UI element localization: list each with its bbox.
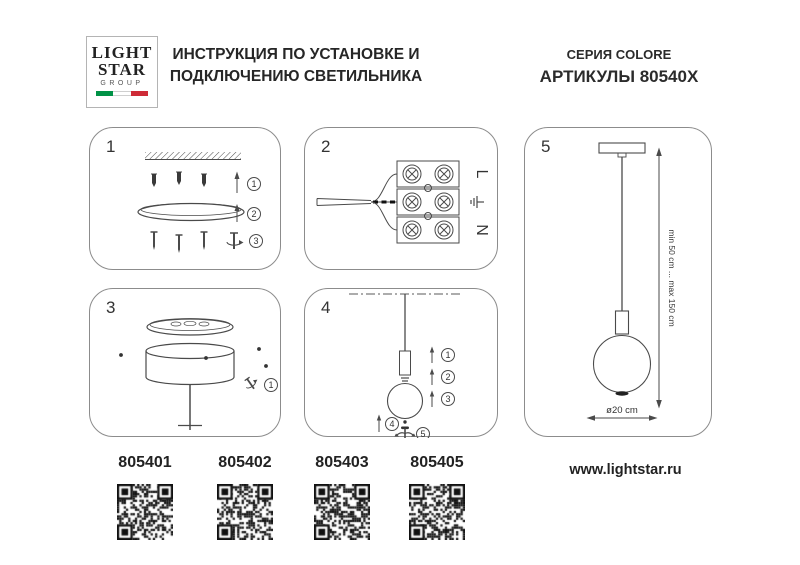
qr-code (314, 484, 370, 540)
step-3-num: 3 (253, 236, 259, 247)
canopy-icon (599, 143, 645, 157)
series-label: СЕРИЯ COLORE (566, 47, 672, 62)
ground-symbol (471, 196, 484, 208)
panel-2-number: 2 (321, 137, 331, 156)
small-parts-icons (377, 415, 409, 433)
step-1-num: 1 (251, 179, 257, 190)
glass-sphere-icon (594, 336, 651, 393)
diameter-dimension-label: ø20 cm (606, 405, 638, 416)
qr-code (217, 484, 273, 540)
title-line-2: ПОДКЛЮЧЕНИЮ СВЕТИЛЬНИКА (169, 68, 423, 85)
step-1-arrow (235, 172, 261, 194)
step-1-num: 1 (268, 380, 274, 391)
step-4-num: 4 (389, 419, 395, 430)
article-code-3: 805403 (315, 454, 369, 471)
step-2-num: 2 (445, 372, 451, 383)
step-1-marker (265, 379, 278, 392)
title-line-1: ИНСТРУКЦИЯ ПО УСТАНОВКЕ И (172, 46, 420, 63)
panel-step-4 (304, 288, 498, 437)
terminal-label-n: N (473, 224, 490, 236)
logo-word-star: STAR (97, 60, 147, 79)
rod-icon (178, 385, 202, 430)
panel-5-diagram (525, 128, 713, 438)
series-header (523, 47, 715, 87)
panel-5-number: 5 (541, 137, 551, 156)
panel-1-number: 1 (106, 137, 116, 156)
cable-icon (317, 174, 397, 230)
screw-rotate-icon (243, 374, 261, 392)
article-code-1: 805401 (118, 454, 172, 471)
italian-flag-stripe (96, 91, 148, 96)
panel-4-diagram (305, 289, 499, 438)
sphere-cap (616, 391, 629, 395)
terminal-label-l: L (473, 169, 490, 179)
panel-1-diagram (90, 128, 282, 271)
page-title (146, 44, 446, 88)
panel-2-diagram (305, 128, 499, 271)
logo-word-light: LIGHT (91, 43, 153, 62)
height-dimension (656, 148, 677, 409)
screw-dots (119, 347, 268, 368)
step-5-marker (417, 428, 430, 439)
panel-step-1 (89, 127, 281, 270)
socket-icon (400, 351, 411, 381)
diameter-dimension (587, 405, 658, 421)
website-url: www.lightstar.ru (569, 462, 682, 478)
step-2-arrow (235, 204, 261, 222)
article-code-4: 805405 (410, 454, 464, 471)
terminal-block-icon (397, 161, 459, 243)
qr-code (117, 484, 173, 540)
panel-3-diagram (90, 289, 282, 438)
ceiling-hatch-icon (145, 152, 241, 160)
panel-step-2 (304, 127, 498, 270)
screw-rotate-icon (227, 233, 244, 249)
panel-4-number: 4 (321, 298, 331, 317)
socket-icon (616, 311, 629, 334)
step-1-num: 1 (445, 350, 451, 361)
qr-code (409, 484, 465, 540)
step-3-marker (250, 235, 263, 248)
anchor-icons (151, 172, 207, 187)
wing-screw-icon (395, 429, 416, 439)
mounting-plate-icon (138, 204, 244, 221)
panel-3-number: 3 (106, 298, 116, 317)
logo-word-group: GROUP (100, 80, 144, 87)
articles-label: АРТИКУЛЫ 80540X (539, 67, 699, 86)
panel-step-3 (89, 288, 281, 437)
step-5-num: 5 (420, 429, 426, 438)
article-code-2: 805402 (218, 454, 272, 471)
glass-sphere-icon (388, 384, 423, 419)
panel-step-5 (524, 127, 712, 437)
step-arrows (430, 347, 455, 408)
step-2-num: 2 (251, 209, 257, 220)
ceiling-plate-icon (147, 319, 233, 336)
canopy-drum-icon (146, 344, 234, 385)
step-3-num: 3 (445, 394, 451, 405)
height-dimension-label: min 50 cm ... max 150 cm (667, 229, 677, 327)
screw-icons (151, 232, 208, 253)
